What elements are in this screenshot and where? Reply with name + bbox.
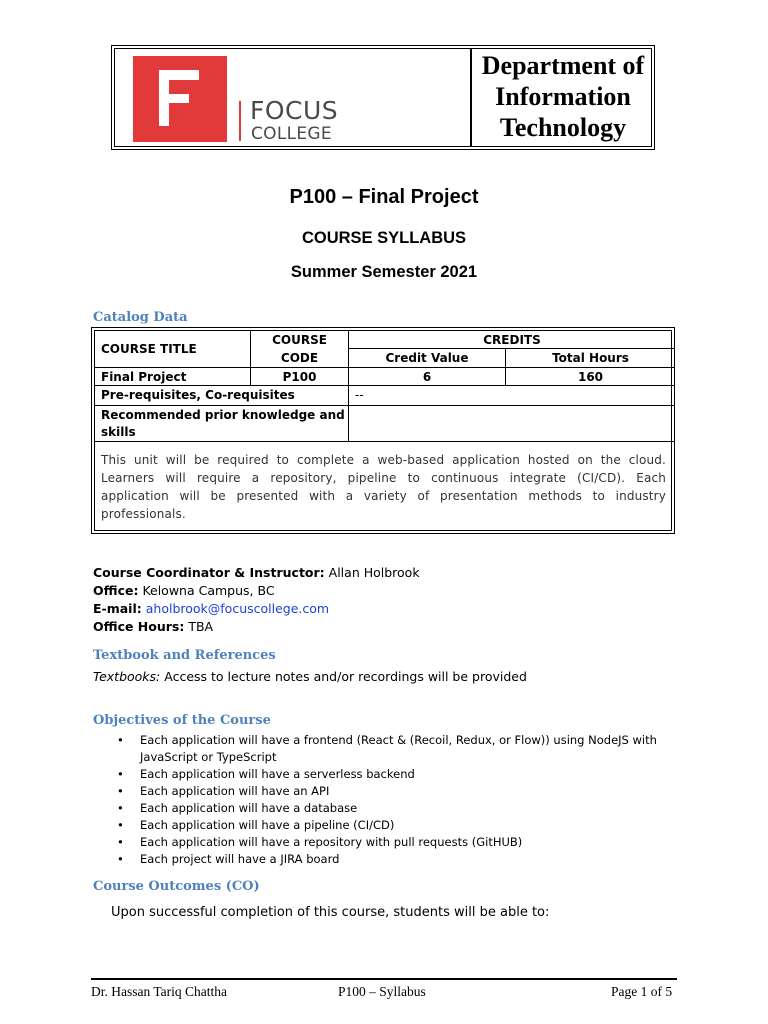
email-line bbox=[93, 600, 329, 618]
outcomes-text: Upon successful completion of this course, students will be able to: bbox=[111, 905, 550, 920]
department-title bbox=[472, 50, 654, 143]
row-course-code: P100 bbox=[282, 370, 317, 384]
catalog-heading: Catalog Data bbox=[93, 310, 188, 325]
coordinator-line bbox=[93, 564, 420, 582]
semester-title: Summer Semester 2021 bbox=[290, 263, 478, 281]
list-item bbox=[117, 817, 677, 834]
objectives-heading: Objectives of the Course bbox=[93, 713, 271, 728]
footer-page-number: Page 1 of 5 bbox=[611, 984, 673, 999]
col-total-hours: Total Hours bbox=[552, 351, 629, 365]
bullet-icon: • bbox=[117, 852, 124, 866]
col-credits: CREDITS bbox=[483, 333, 541, 347]
logo-college-text: COLLEGE bbox=[251, 124, 332, 144]
syllabus-title: COURSE SYLLABUS bbox=[301, 229, 467, 247]
footer-rule bbox=[91, 978, 677, 980]
course-description: This unit will be required to complete a web-based application hosted on the cloud. Learners will require a repository, pipeline to continuous integrate (CI/CD). Each application will be presented with a variety of presentation methods to industry professionals. bbox=[101, 453, 666, 521]
objective-text: Each application will have an API bbox=[140, 784, 330, 798]
outcomes-heading: Course Outcomes (CO) bbox=[93, 879, 260, 894]
email-link[interactable]: aholbrook@focuscollege.com bbox=[145, 601, 330, 616]
office-hours-label: Office Hours: bbox=[93, 619, 185, 634]
list-item bbox=[117, 834, 677, 851]
email-label: E-mail: bbox=[93, 601, 142, 616]
row-credit-value: 6 bbox=[422, 370, 432, 384]
list-item bbox=[117, 783, 677, 800]
bullet-icon: • bbox=[117, 818, 124, 832]
list-item bbox=[117, 732, 677, 766]
textbook-line bbox=[93, 668, 527, 686]
col-course-code-line1: COURSE bbox=[272, 333, 327, 347]
office-hours-line bbox=[93, 618, 213, 636]
bullet-icon: • bbox=[117, 784, 124, 798]
prior-knowledge-label-line2: skills bbox=[101, 425, 136, 439]
objective-text: Each application will have a frontend (React & (Recoil, Redux, or Flow)) using NodeJS with JavaScript or TypeScript bbox=[140, 733, 657, 764]
dept-line-2: Information bbox=[495, 82, 631, 111]
dept-line-1: Department of bbox=[481, 51, 645, 80]
col-course-title: COURSE TITLE bbox=[101, 342, 197, 356]
col-credit-value: Credit Value bbox=[385, 351, 469, 365]
list-item bbox=[117, 800, 677, 817]
objective-text: Each application will have a serverless backend bbox=[140, 767, 415, 781]
textbook-value: Access to lecture notes and/or recordings will be provided bbox=[164, 669, 527, 684]
prior-knowledge-label-line1: Recommended prior knowledge and bbox=[101, 408, 345, 422]
office-value: Kelowna Campus, BC bbox=[142, 583, 275, 598]
header-box bbox=[111, 45, 655, 150]
dept-line-3: Technology bbox=[499, 113, 627, 142]
objective-text: Each application will have a repository with pull requests (GitHUB) bbox=[140, 835, 523, 849]
textbook-heading: Textbook and References bbox=[93, 648, 276, 663]
coordinator-value: Allan Holbrook bbox=[328, 565, 420, 580]
list-item bbox=[117, 851, 677, 868]
objective-text: Each project will have a JIRA board bbox=[140, 852, 340, 866]
college-logo bbox=[133, 56, 227, 142]
objectives-list bbox=[117, 732, 677, 868]
bullet-icon: • bbox=[117, 767, 124, 781]
bullet-icon: • bbox=[117, 835, 124, 849]
list-item bbox=[117, 766, 677, 783]
office-label: Office: bbox=[93, 583, 139, 598]
row-course-title: Final Project bbox=[101, 370, 187, 384]
coordinator-label: Course Coordinator & Instructor: bbox=[93, 565, 325, 580]
footer-document: P100 – Syllabus bbox=[338, 984, 426, 999]
prereq-value: -- bbox=[355, 388, 364, 402]
footer-author: Dr. Hassan Tariq Chattha bbox=[91, 984, 228, 999]
prereq-label: Pre-requisites, Co-requisites bbox=[101, 388, 295, 402]
office-hours-value: TBA bbox=[188, 619, 214, 634]
logo-focus-text: FOCUS bbox=[250, 96, 339, 125]
bullet-icon: • bbox=[117, 801, 124, 815]
textbook-label: Textbooks: bbox=[93, 669, 161, 684]
f-letter-icon bbox=[159, 70, 199, 126]
objective-text: Each application will have a pipeline (CI/CD) bbox=[140, 818, 395, 832]
logo-divider bbox=[239, 101, 241, 141]
bullet-icon: • bbox=[117, 733, 124, 747]
objective-text: Each application will have a database bbox=[140, 801, 358, 815]
catalog-table bbox=[91, 327, 675, 534]
col-course-code-line2: CODE bbox=[280, 351, 319, 365]
office-line bbox=[93, 582, 275, 600]
row-total-hours: 160 bbox=[577, 370, 604, 384]
course-title: P100 – Final Project bbox=[289, 186, 479, 208]
